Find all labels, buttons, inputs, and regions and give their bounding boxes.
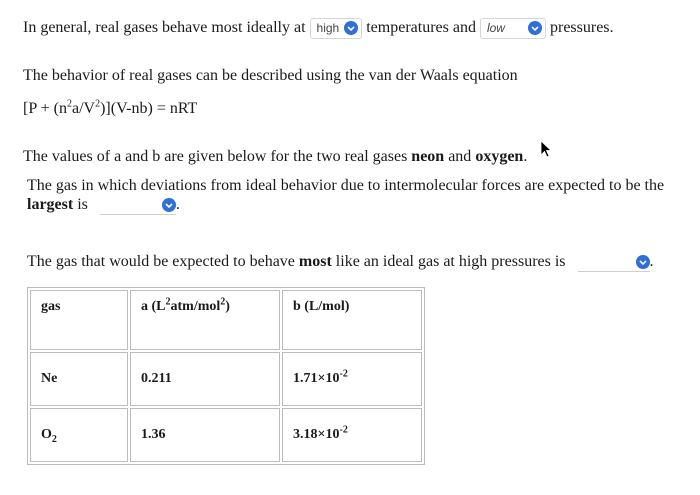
q2-bold-text: largest [27,196,74,214]
cell-b-base: 3.18×10 [293,427,340,442]
cell-b [282,408,422,462]
values-lead-text: The values of a and b are given below for the two real gases [23,148,408,165]
gas-constants-table [27,287,425,465]
q2-is-text: is [77,196,88,214]
pressure-dropdown[interactable] [480,18,546,39]
cell-b-exponent: -2 [339,368,348,380]
q1-tail-text: pressures. [549,19,614,37]
table-row [30,352,422,406]
equation-superscript: 2 [66,98,72,110]
gas-name-neon: neon [411,148,445,165]
cell-b [282,352,422,406]
question-largest-deviation [27,177,664,215]
cell-gas-symbol: O [41,427,52,442]
cell-b-base: 1.71×10 [293,371,340,386]
question-most-ideal [27,253,654,272]
cell-b-exponent: -2 [339,424,348,436]
header-a-sup: 2 [220,296,226,308]
equation-part: )](V-nb) = nRT [100,100,198,117]
largest-deviation-dropdown[interactable] [100,196,176,215]
header-a-part: a (L [141,299,166,314]
question-ideal-conditions [23,18,614,39]
header-b: b (L/mol) [282,290,422,350]
q3-tail-text: like an ideal gas at high pressures is [335,253,566,271]
chevron-down-icon [528,21,542,35]
cell-gas [30,408,128,462]
chevron-down-icon [162,198,176,212]
chevron-down-icon [636,255,650,269]
cell-a: 1.36 [130,408,280,462]
table-header-row [30,290,422,350]
cell-gas-subscript: 2 [51,433,57,445]
gas-name-oxygen: oxygen [475,148,524,165]
header-a-part: ) [225,299,230,314]
q2-line2 [27,196,664,215]
cell-a: 0.211 [130,352,280,406]
header-a-part: atm/mol [170,299,221,314]
values-end-text: . [523,148,528,165]
header-gas: gas [30,290,128,350]
q2-end-text: . [175,196,180,214]
pressure-dropdown-value: low [486,21,505,35]
equation-part: [P + (n [23,100,67,117]
table-row [30,408,422,462]
intro-text: The behavior of real gases can be described using the van der Waals equation [23,67,518,84]
mouse-pointer-icon [540,140,554,165]
header-a [130,290,280,350]
temperature-dropdown[interactable] [310,18,363,39]
q3-lead-text: The gas that would be expected to behave [27,253,295,271]
q2-line1: The gas in which deviations from ideal behavior due to intermolecular forces are expected to be the [27,177,665,194]
temperature-dropdown-value: high [316,21,340,35]
chevron-down-icon [344,21,358,35]
q1-mid-text: temperatures and [366,19,476,37]
q1-lead-text: In general, real gases behave most ideally at [23,19,306,37]
q3-bold-text: most [298,253,332,271]
cell-gas: Ne [30,352,128,406]
q3-end-text: . [649,253,654,271]
values-description [23,148,527,166]
values-and-text: and [448,148,472,165]
equation-superscript: 2 [95,98,101,110]
equation-part: a/V [71,100,96,117]
header-a-sup: 2 [165,296,171,308]
van-der-waals-equation [23,100,197,118]
most-ideal-dropdown[interactable] [578,253,650,272]
